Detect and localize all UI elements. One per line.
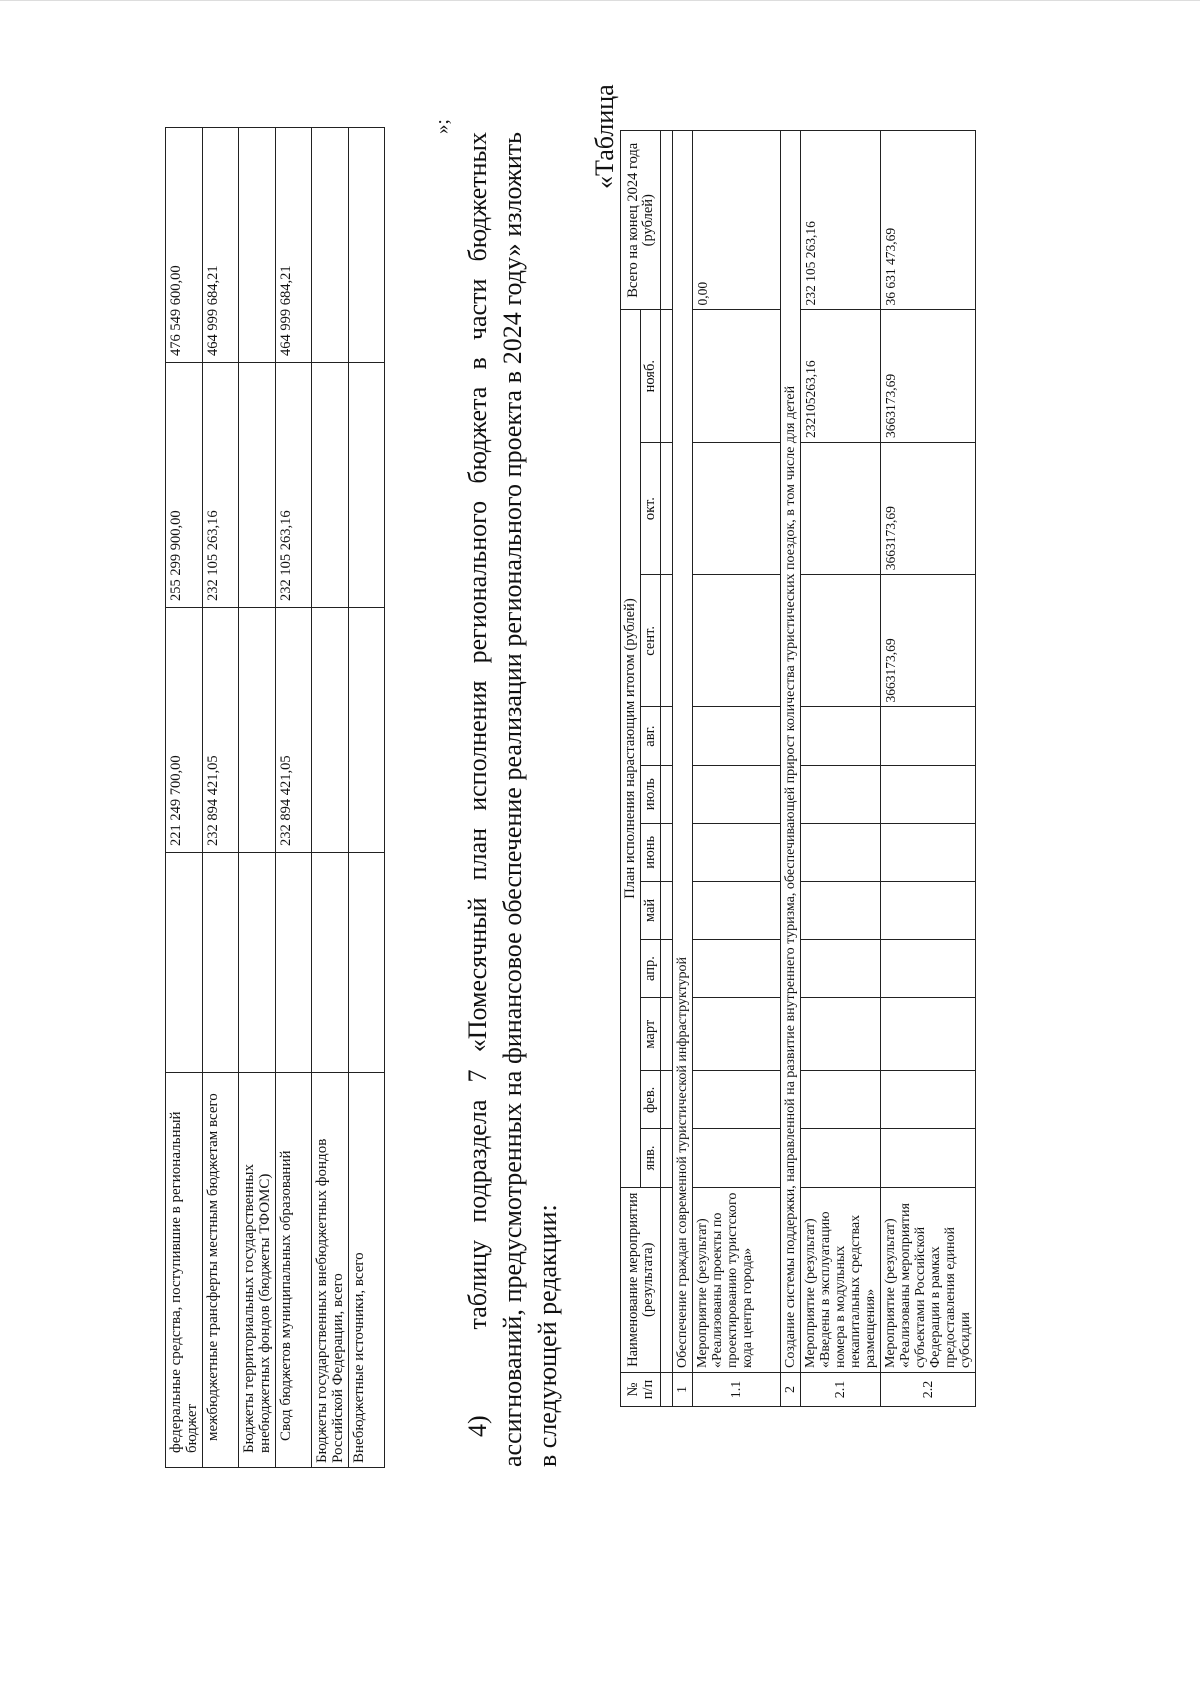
cell xyxy=(881,1129,976,1187)
table-row xyxy=(166,128,203,1468)
section-row xyxy=(781,131,801,1407)
section-row xyxy=(673,131,693,1407)
header-month: фев. xyxy=(641,1071,661,1129)
cell xyxy=(881,940,976,998)
cell xyxy=(312,608,349,853)
cell xyxy=(349,128,385,363)
cell xyxy=(801,442,881,574)
header-month: май xyxy=(641,881,661,939)
header-row xyxy=(621,131,641,1407)
cell xyxy=(801,765,881,823)
budget-sources-table xyxy=(165,127,385,1468)
cell xyxy=(881,881,976,939)
cell xyxy=(239,363,276,608)
table-row xyxy=(203,128,239,1468)
table-row xyxy=(693,131,781,1407)
row-total: 36 631 473,69 xyxy=(881,131,976,311)
table-row xyxy=(881,131,976,1407)
cell xyxy=(693,765,781,823)
cell: 476 549 600,00 xyxy=(166,128,203,363)
cell xyxy=(203,853,239,1073)
cell xyxy=(693,998,781,1071)
row-name: Мероприятие (результат) «Введены в эксплуатацию номера в модульных некапитальных средствах размещения» xyxy=(801,1187,881,1372)
header-month: окт. xyxy=(641,442,661,574)
cell xyxy=(312,363,349,608)
cell: 232 105 263,16 xyxy=(276,363,312,608)
cell xyxy=(693,575,781,707)
cell: 3663173,69 xyxy=(881,442,976,574)
row-num: 1.1 xyxy=(693,1372,781,1406)
cell: 464 999 684,21 xyxy=(203,128,239,363)
row-num: 1 xyxy=(673,1372,693,1406)
header-month: янв. xyxy=(641,1129,661,1187)
header-month: нояб. xyxy=(641,310,661,442)
row-name: Мероприятие (результат) «Реализованы мероприятия субъектами Российской Федерации в рамках предоставления единой субсидии xyxy=(881,1187,976,1372)
cell: 232105263,16 xyxy=(801,310,881,442)
cell xyxy=(801,998,881,1071)
table-row xyxy=(239,128,276,1468)
table-row xyxy=(801,131,881,1407)
cell xyxy=(693,310,781,442)
header-month: авг. xyxy=(641,707,661,765)
header-total: Всего на конец 2024 года (рублей) xyxy=(621,131,661,311)
paragraph-text: таблицу подраздела 7 «Помесячный план исполнения регионального бюджета в части бюджетных ассигнований, предусмотренных на финансовое обеспечение реализации регионального проекта в 2024 году» изложить в следующей редакции: xyxy=(463,131,562,1467)
cell: 232 105 263,16 xyxy=(203,363,239,608)
cell xyxy=(693,442,781,574)
cell xyxy=(801,707,881,765)
amendment-paragraph xyxy=(460,132,565,1467)
table-row xyxy=(276,128,312,1468)
table-row xyxy=(349,128,385,1468)
cell xyxy=(312,128,349,363)
cell xyxy=(881,998,976,1071)
header-month: июнь xyxy=(641,823,661,881)
row-num: 2.1 xyxy=(801,1372,881,1406)
cell xyxy=(693,823,781,881)
cell xyxy=(881,1071,976,1129)
cell xyxy=(693,707,781,765)
cell xyxy=(349,608,385,853)
cell xyxy=(801,575,881,707)
header-month: июль xyxy=(641,765,661,823)
cell: 232 894 421,05 xyxy=(276,608,312,853)
row-label: федеральные средства, поступившие в региональный бюджет xyxy=(166,1073,203,1468)
row-total: 0,00 xyxy=(693,131,781,311)
header-month: апр. xyxy=(641,940,661,998)
cell xyxy=(349,853,385,1073)
cell xyxy=(239,128,276,363)
cell xyxy=(881,707,976,765)
cell xyxy=(693,940,781,998)
section-title: Обеспечение граждан современной туристической инфраструктурой xyxy=(673,131,693,1373)
row-label: межбюджетные трансферты местным бюджетам всего xyxy=(203,1073,239,1468)
cell xyxy=(693,1129,781,1187)
row-name: Мероприятие (результат) «Реализованы проекты по проектированию туристского кода центра города» xyxy=(693,1187,781,1372)
row-total: 232 105 263,16 xyxy=(801,131,881,311)
header-plan: План исполнения нарастающим итогом (рублей) xyxy=(621,310,641,1187)
table-label: «Таблица xyxy=(590,84,619,189)
cell xyxy=(693,881,781,939)
section-title: Создание системы поддержки, направленной на развитие внутреннего туризма, обеспечивающей прирост количества туристических поездок, в том числе для детей xyxy=(781,131,801,1373)
cell xyxy=(693,1071,781,1129)
cell xyxy=(166,853,203,1073)
cell: 255 299 900,00 xyxy=(166,363,203,608)
cell: 464 999 684,21 xyxy=(276,128,312,363)
cell: 232 894 421,05 xyxy=(203,608,239,853)
cell xyxy=(349,363,385,608)
row-num: 2.2 xyxy=(881,1372,976,1406)
row-label: Внебюджетные источники, всего xyxy=(349,1073,385,1468)
cell xyxy=(801,940,881,998)
cell xyxy=(276,853,312,1073)
paragraph-number: 4) xyxy=(463,1415,492,1437)
cell xyxy=(801,1071,881,1129)
cell xyxy=(881,823,976,881)
row-num: 2 xyxy=(781,1372,801,1406)
header-month: сент. xyxy=(641,575,661,707)
cell xyxy=(801,881,881,939)
row-label: Бюджеты территориальных государственных внебюджетных фондов (бюджеты ТФОМС) xyxy=(239,1073,276,1468)
cell xyxy=(801,1129,881,1187)
row-label: Бюджеты государственных внебюджетных фондов Российской Федерации, всего xyxy=(312,1073,349,1468)
cell xyxy=(239,608,276,853)
table-row xyxy=(312,128,349,1468)
monthly-plan-table xyxy=(620,130,976,1407)
cell xyxy=(881,765,976,823)
header-name: Наименование мероприятия (результата) xyxy=(621,1187,661,1372)
header-month: март xyxy=(641,998,661,1071)
header-spacer-row xyxy=(661,131,673,1407)
cell: 3663173,69 xyxy=(881,575,976,707)
header-num: № п/п xyxy=(621,1372,661,1406)
cell: 3663173,69 xyxy=(881,310,976,442)
row-label: Свод бюджетов муниципальных образований xyxy=(276,1073,312,1468)
cell xyxy=(801,823,881,881)
cell: 221 249 700,00 xyxy=(166,608,203,853)
cell xyxy=(312,853,349,1073)
cell xyxy=(239,853,276,1073)
closing-quote: »; xyxy=(432,119,453,134)
